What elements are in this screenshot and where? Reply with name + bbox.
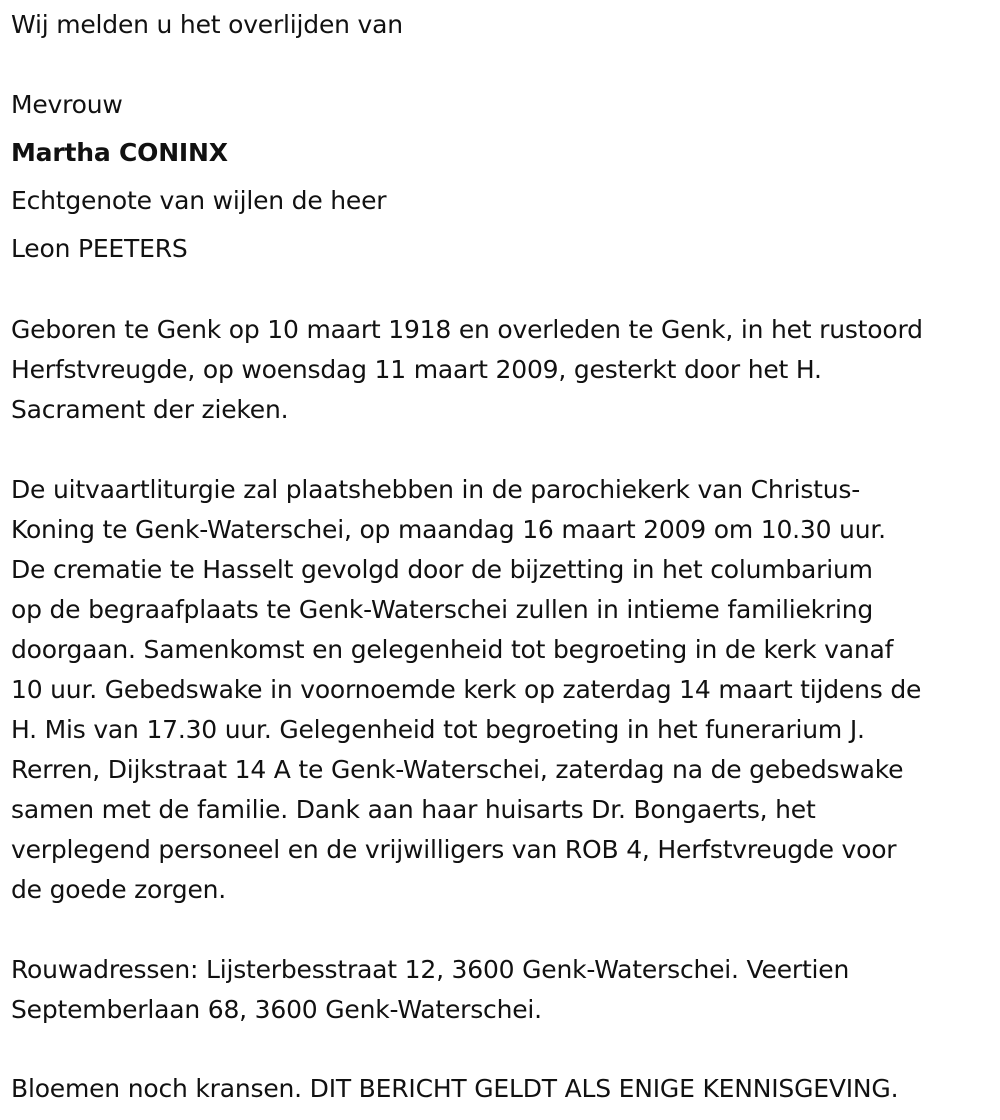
intro-text: Wij melden u het overlijden van xyxy=(11,10,403,39)
funeral-line: Rerren, Dijkstraat 14 A te Genk-Waterschei, zaterdag na de gebedswake xyxy=(11,755,904,784)
funeral-line: De crematie te Hasselt gevolgd door de bijzetting in het columbarium xyxy=(11,555,873,584)
closing-text: Bloemen noch kransen. DIT BERICHT GELDT ALS ENIGE KENNISGEVING. xyxy=(11,1074,899,1103)
funeral-line: op de begraafplaats te Genk-Waterschei zullen in intieme familiekring xyxy=(11,595,874,624)
title-text: Mevrouw xyxy=(11,90,123,119)
address-line: Septemberlaan 68, 3600 Genk-Waterschei. xyxy=(11,995,542,1024)
address-line: Rouwadressen: Lijsterbesstraat 12, 3600 Genk-Waterschei. Veertien xyxy=(11,955,850,984)
funeral-line: de goede zorgen. xyxy=(11,875,227,904)
spouse-name: Leon PEETERS xyxy=(11,234,188,263)
funeral-paragraph xyxy=(11,470,996,910)
funeral-line: 10 uur. Gebedswake in voornoemde kerk op zaterdag 14 maart tijdens de xyxy=(11,675,922,704)
birth-death-line: Geboren te Genk op 10 maart 1918 en overleden te Genk, in het rustoord xyxy=(11,315,923,344)
funeral-line: verplegend personeel en de vrijwilligers van ROB 4, Herfstvreugde voor xyxy=(11,835,897,864)
funeral-line: Koning te Genk-Waterschei, op maandag 16 maart 2009 om 10.30 uur. xyxy=(11,515,886,544)
funeral-line: samen met de familie. Dank aan haar huisarts Dr. Bongaerts, het xyxy=(11,795,816,824)
birth-death-paragraph xyxy=(11,310,996,430)
addresses-paragraph xyxy=(11,950,996,1030)
deceased-name: Martha CONINX xyxy=(11,138,228,167)
birth-death-line: Herfstvreugde, op woensdag 11 maart 2009, gesterkt door het H. xyxy=(11,355,822,384)
funeral-line: doorgaan. Samenkomst en gelegenheid tot begroeting in de kerk vanaf xyxy=(11,635,894,664)
funeral-line: De uitvaartliturgie zal plaatshebben in de parochiekerk van Christus- xyxy=(11,475,861,504)
funeral-line: H. Mis van 17.30 uur. Gelegenheid tot begroeting in het funerarium J. xyxy=(11,715,865,744)
relation-text: Echtgenote van wijlen de heer xyxy=(11,186,387,215)
birth-death-line: Sacrament der zieken. xyxy=(11,395,289,424)
